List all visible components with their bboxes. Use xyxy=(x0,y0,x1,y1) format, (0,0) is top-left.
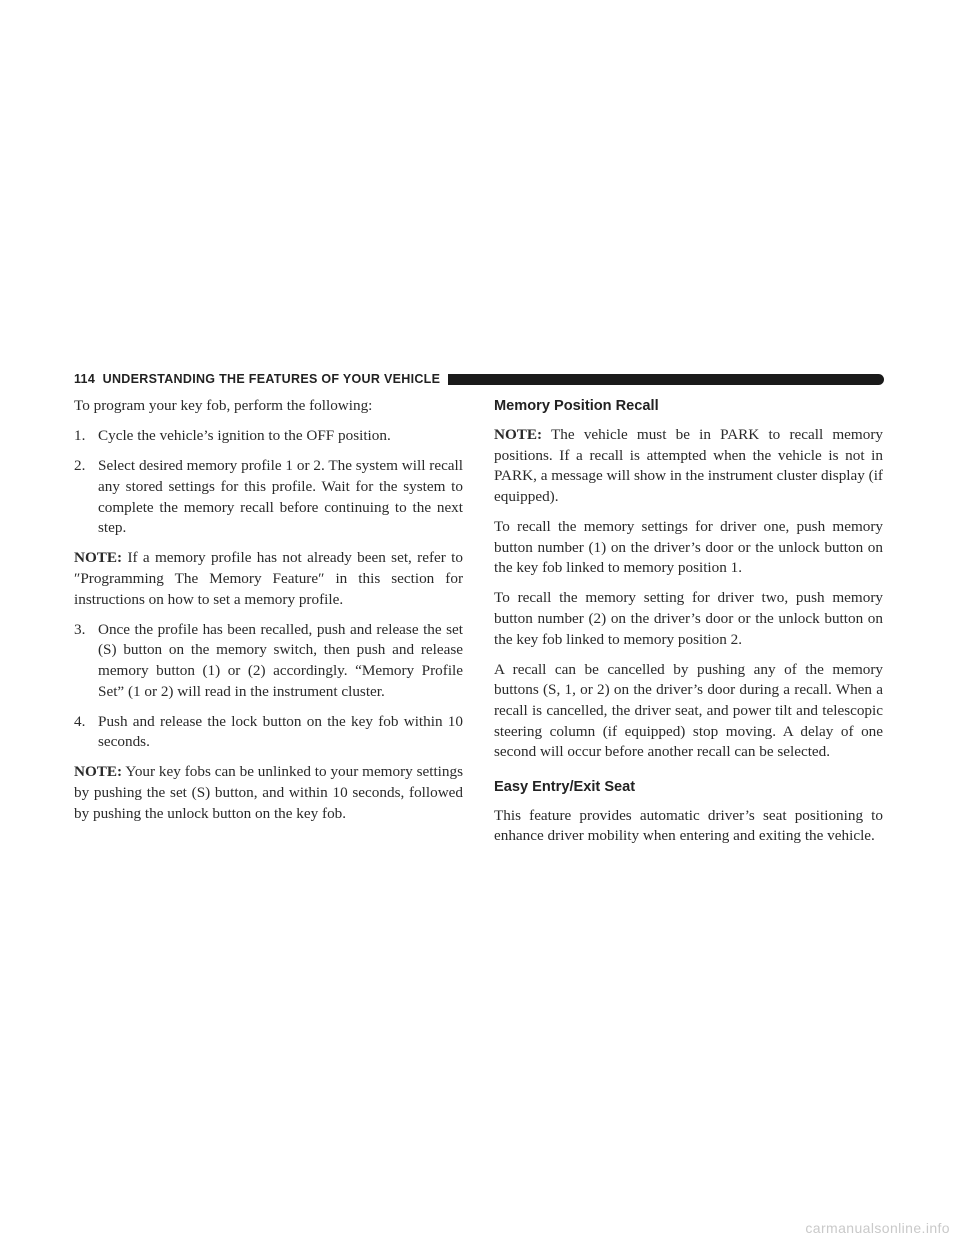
step-1-number: 1. xyxy=(74,427,86,445)
note-park-label: NOTE: xyxy=(494,426,543,443)
note-1-label: NOTE: xyxy=(74,549,123,567)
recall-driver-two: To recall the memory setting for driver two, push memory button number (2) on the driver’s door or the unlock button on the key fob linked to memory position 2. xyxy=(494,589,883,648)
step-3 xyxy=(74,620,463,702)
header-bar xyxy=(448,374,884,385)
step-2-number: 2. xyxy=(74,457,86,475)
intro-paragraph: To program your key fob, perform the following: xyxy=(74,397,373,414)
header-text xyxy=(74,372,448,386)
watermark: carmanualsonline.info xyxy=(805,1220,950,1236)
step-2 xyxy=(74,456,463,538)
note-park-text: The vehicle must be in PARK to recall memory positions. If a recall is attempted when the vehicle is not in PARK, a message will show in the instrument cluster display (if equipped). xyxy=(494,426,883,505)
section-title: UNDERSTANDING THE FEATURES OF YOUR VEHICLE xyxy=(102,372,441,386)
left-column xyxy=(74,396,463,834)
note-2 xyxy=(74,762,463,824)
note-1-text: If a memory profile has not already been set, refer to ″Programming The Memory Feature″ in this section for instructions on how to set a memory profile. xyxy=(74,549,463,608)
step-4 xyxy=(74,712,463,753)
step-1-text: Cycle the vehicle’s ignition to the OFF position. xyxy=(98,427,391,445)
note-2-text: Your key fobs can be unlinked to your memory settings by pushing the set (S) button, and within 10 seconds, followed by pushing the unlock button on the key fob. xyxy=(74,763,463,822)
right-column xyxy=(494,396,883,856)
step-4-text: Push and release the lock button on the key fob within 10 seconds. xyxy=(98,712,463,751)
step-3-number: 3. xyxy=(74,620,86,638)
recall-cancel: A recall can be cancelled by pushing any of the memory buttons (S, 1, or 2) on the driver’s door during a recall. When a recall is cancelled, the driver seat, and power tilt and telescopic steering column (if equipped) stop moving. A delay of one second will occur before another recall can be selected. xyxy=(494,660,883,761)
step-1 xyxy=(74,426,463,447)
step-2-text: Select desired memory profile 1 or 2. The system will recall any stored settings for this profile. Wait for the system to complete the memory recall before continuing to the next step. xyxy=(98,457,463,537)
note-2-label: NOTE: xyxy=(74,763,123,781)
heading-easy-entry-exit: Easy Entry/Exit Seat xyxy=(494,778,636,795)
easy-entry-description: This feature provides automatic driver’s seat positioning to enhance driver mobility when entering and exiting the vehicle. xyxy=(494,806,883,845)
page-header xyxy=(74,369,884,389)
heading-memory-position-recall: Memory Position Recall xyxy=(494,398,659,414)
page-number: 114 xyxy=(74,372,96,386)
note-park xyxy=(494,425,883,507)
recall-driver-one: To recall the memory settings for driver one, push memory button number (1) on the driver’s door or the unlock button on the key fob linked to memory position 1. xyxy=(494,517,883,577)
step-3-text: Once the profile has been recalled, push and release the set (S) button on the memory switch, then push and release memory button (1) or (2) accordingly. “Memory Profile Set” (1 or 2) will read in the instrument cluster. xyxy=(98,620,463,700)
note-1 xyxy=(74,548,463,610)
step-4-number: 4. xyxy=(74,712,86,730)
